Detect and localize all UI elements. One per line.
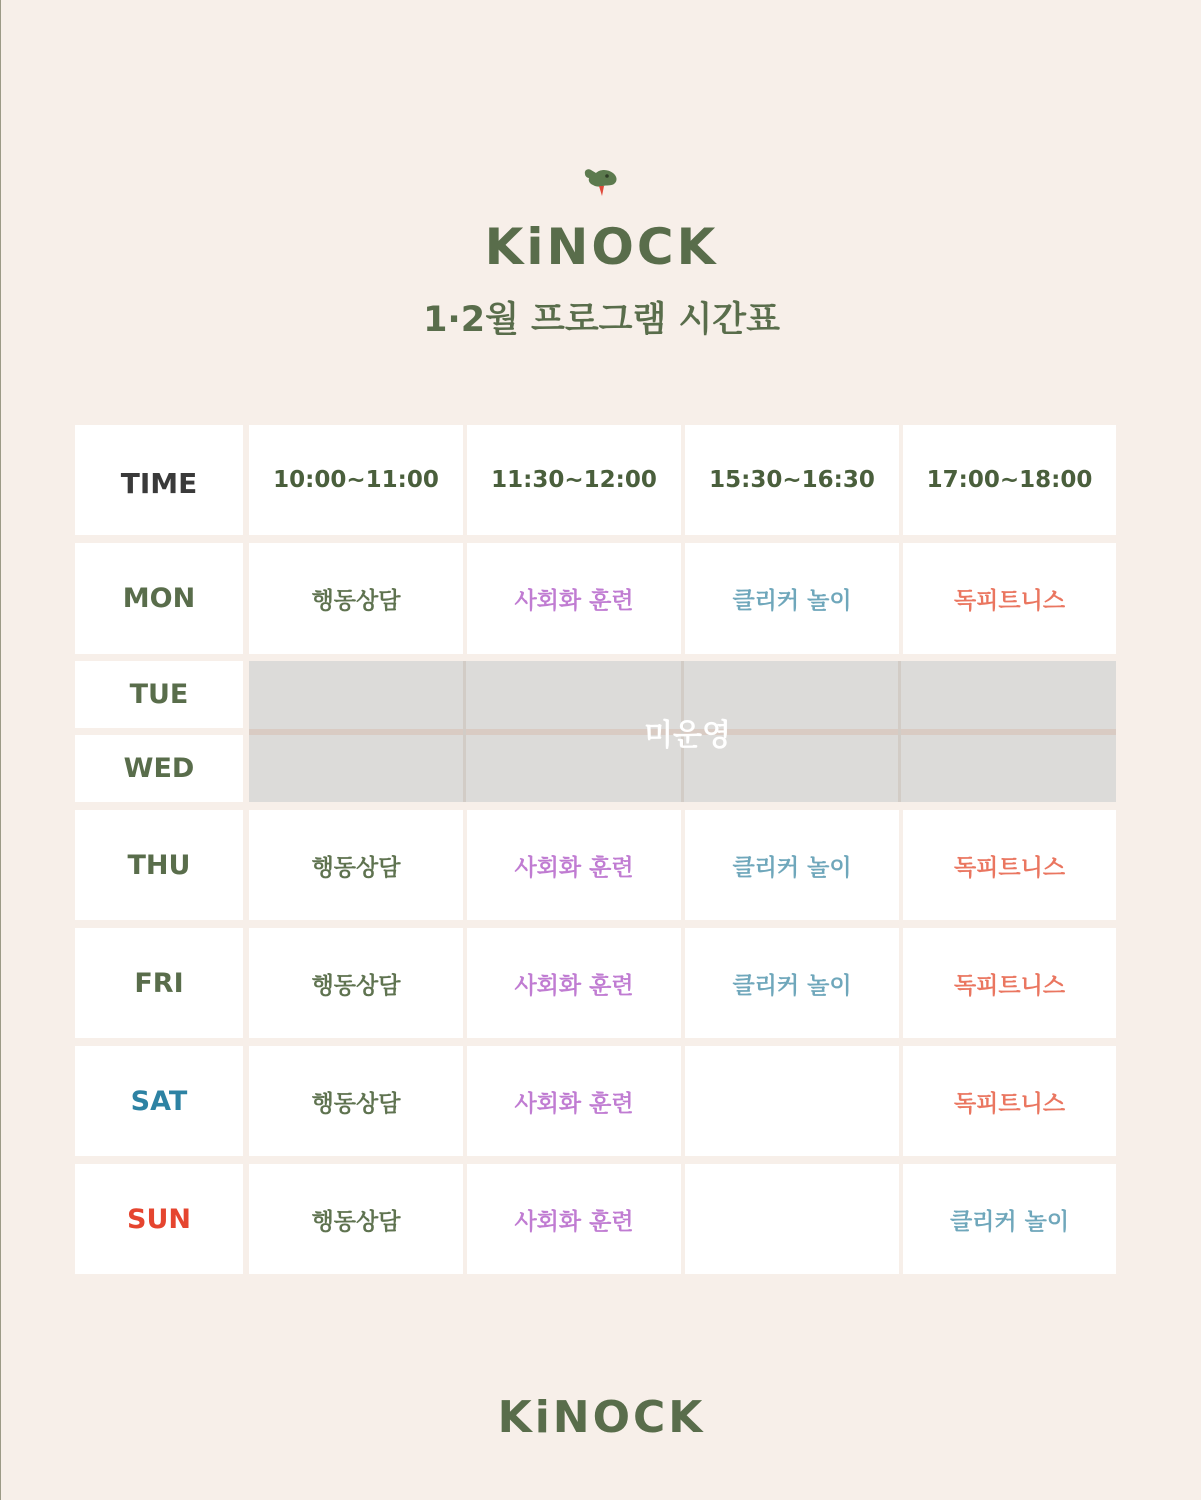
day-wednesday: WED bbox=[75, 735, 243, 802]
brand-logo: KiNOCK bbox=[484, 218, 719, 276]
program-cell: 사회화 훈련 bbox=[467, 1046, 681, 1156]
program-cell: 행동상담 bbox=[249, 810, 463, 920]
program-cell: 사회화 훈련 bbox=[467, 1164, 681, 1274]
program-cell: 행동상담 bbox=[249, 543, 463, 654]
footer-brand-logo: KiNOCK bbox=[497, 1392, 706, 1443]
day-saturday: SAT bbox=[75, 1046, 243, 1156]
program-cell: 사회화 훈련 bbox=[467, 810, 681, 920]
program-cell: 독피트니스 bbox=[903, 1046, 1116, 1156]
day-tuesday: TUE bbox=[75, 661, 243, 728]
time-slot-1: 10:00~11:00 bbox=[249, 425, 463, 535]
program-cell: 독피트니스 bbox=[903, 543, 1116, 654]
closed-block bbox=[249, 661, 1116, 802]
program-cell: 사회화 훈련 bbox=[467, 543, 681, 654]
program-cell-empty bbox=[685, 1046, 899, 1156]
page-title: 1·2월 프로그램 시간표 bbox=[423, 300, 780, 340]
closed-label: 미운영 bbox=[644, 717, 731, 753]
program-cell: 사회화 훈련 bbox=[467, 928, 681, 1038]
program-cell: 클리커 놀이 bbox=[685, 543, 899, 654]
day-monday: MON bbox=[75, 543, 243, 654]
program-cell: 행동상담 bbox=[249, 928, 463, 1038]
program-cell: 클리커 놀이 bbox=[903, 1164, 1116, 1274]
day-sunday: SUN bbox=[75, 1164, 243, 1274]
time-slot-4: 17:00~18:00 bbox=[903, 425, 1116, 535]
day-friday: FRI bbox=[75, 928, 243, 1038]
program-cell: 독피트니스 bbox=[903, 928, 1116, 1038]
program-cell: 클리커 놀이 bbox=[685, 810, 899, 920]
program-cell: 클리커 놀이 bbox=[685, 928, 899, 1038]
time-slot-3: 15:30~16:30 bbox=[685, 425, 899, 535]
time-header: TIME bbox=[75, 425, 243, 535]
program-cell: 행동상담 bbox=[249, 1046, 463, 1156]
program-cell: 행동상담 bbox=[249, 1164, 463, 1274]
dog-head-icon bbox=[582, 166, 620, 206]
program-cell: 독피트니스 bbox=[903, 810, 1116, 920]
program-cell-empty bbox=[685, 1164, 899, 1274]
time-slot-2: 11:30~12:00 bbox=[467, 425, 681, 535]
day-thursday: THU bbox=[75, 810, 243, 920]
